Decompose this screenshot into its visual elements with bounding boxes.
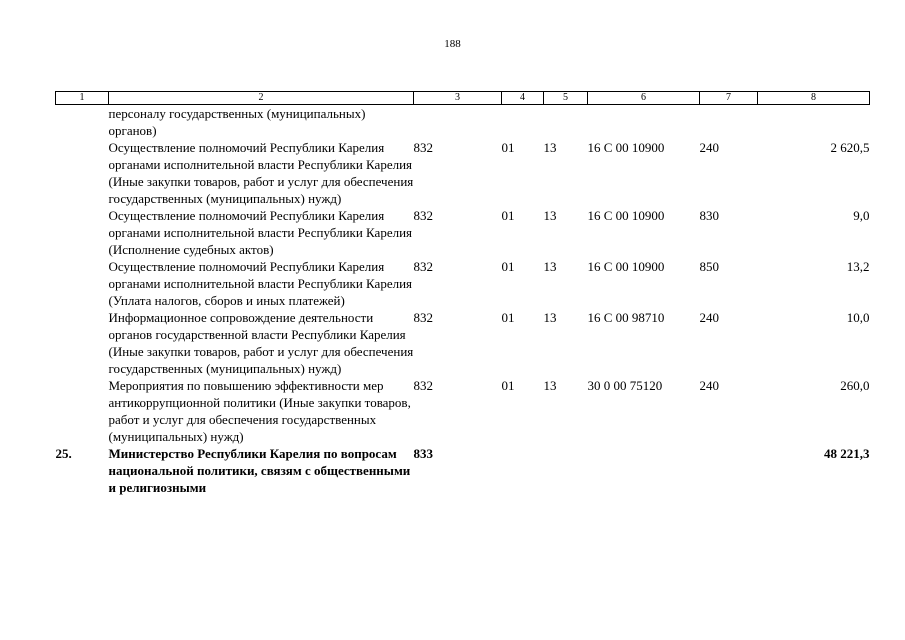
table-header-row	[56, 92, 870, 105]
target-article-code: 30 0 00 75120	[587, 378, 663, 393]
target-article-code	[588, 105, 700, 140]
expense-type-code: 240	[699, 140, 719, 155]
ministry-code	[414, 105, 502, 140]
subsection-code: 13	[543, 378, 557, 393]
amount: 48 221,3	[824, 446, 870, 461]
row-name: Осуществление полномочий Республики Карелия органами исполнительной власти Республики Карелия (Иные закупки товаров, работ и услуг для обеспечения государственных (муниципальных) нужд)	[108, 140, 414, 206]
table-row	[56, 139, 870, 207]
row-number	[56, 207, 109, 258]
target-article-code	[588, 445, 700, 496]
column-header: 2	[109, 92, 414, 105]
column-header: 6	[588, 92, 700, 105]
column-header: 4	[502, 92, 544, 105]
section-code: 01	[501, 140, 515, 155]
ministry-code: 832	[413, 259, 433, 274]
subsection-code: 13	[543, 259, 557, 274]
row-number	[56, 139, 109, 207]
row-name: Осуществление полномочий Республики Карелия органами исполнительной власти Республики Карелия (Уплата налогов, сборов и иных платежей)	[108, 259, 413, 308]
section-code: 01	[501, 378, 515, 393]
table-row	[56, 105, 870, 140]
row-name: Осуществление полномочий Республики Карелия органами исполнительной власти Республики Карелия (Исполнение судебных актов)	[108, 208, 413, 257]
expense-type-code	[700, 105, 758, 140]
row-number: 25.	[55, 446, 72, 461]
amount: 9,0	[853, 208, 870, 223]
ministry-code: 832	[413, 140, 433, 155]
row-name: Мероприятия по повышению эффективности мер антикоррупционной политики (Иные закупки товаров, работ и услуг для обеспечения государственных (муниципальных) нужд)	[108, 378, 411, 444]
table-row	[56, 258, 870, 309]
section-code: 01	[501, 208, 515, 223]
row-name: Информационное сопровождение деятельности органов государственной власти Республики Карелия (Иные закупки товаров, работ и услуг для обеспечения государственных (муниципальных) нужд)	[108, 310, 414, 376]
ministry-code: 832	[413, 208, 433, 223]
row-number	[56, 309, 109, 377]
page-number: 188	[444, 38, 461, 50]
subsection-code	[544, 445, 588, 496]
table-row	[56, 309, 870, 377]
row-number	[56, 377, 109, 445]
ministry-code: 832	[413, 310, 433, 325]
section-code	[502, 105, 544, 140]
table-row	[56, 445, 870, 496]
expense-type-code: 830	[699, 208, 719, 223]
ministry-code: 833	[413, 446, 433, 461]
column-header: 7	[700, 92, 758, 105]
subsection-code: 13	[543, 310, 557, 325]
row-number	[56, 258, 109, 309]
section-code: 01	[501, 259, 515, 274]
column-header: 3	[414, 92, 502, 105]
target-article-code: 16 С 00 10900	[587, 140, 665, 155]
table-row	[56, 377, 870, 445]
section-code: 01	[501, 310, 515, 325]
row-name: персоналу государственных (муниципальных) органов)	[108, 106, 366, 138]
subsection-code: 13	[543, 208, 557, 223]
budget-table	[55, 91, 870, 496]
row-name: Министерство Республики Карелия по вопросам национальной политики, связям с общественными и религиозными	[108, 446, 411, 495]
target-article-code: 16 С 00 10900	[587, 259, 665, 274]
expense-type-code	[700, 445, 758, 496]
amount: 13,2	[846, 259, 870, 274]
column-header: 1	[56, 92, 109, 105]
amount: 10,0	[846, 310, 870, 325]
subsection-code	[544, 105, 588, 140]
ministry-code: 832	[413, 378, 433, 393]
row-number	[56, 105, 109, 140]
column-header: 8	[758, 92, 870, 105]
amount: 2 620,5	[830, 140, 870, 155]
column-header: 5	[544, 92, 588, 105]
expense-type-code: 240	[699, 378, 719, 393]
subsection-code: 13	[543, 140, 557, 155]
target-article-code: 16 С 00 10900	[587, 208, 665, 223]
amount: 260,0	[840, 378, 870, 393]
table-row	[56, 207, 870, 258]
section-code	[502, 445, 544, 496]
expense-type-code: 240	[699, 310, 719, 325]
expense-type-code: 850	[699, 259, 719, 274]
target-article-code: 16 С 00 98710	[587, 310, 665, 325]
amount	[758, 105, 870, 140]
